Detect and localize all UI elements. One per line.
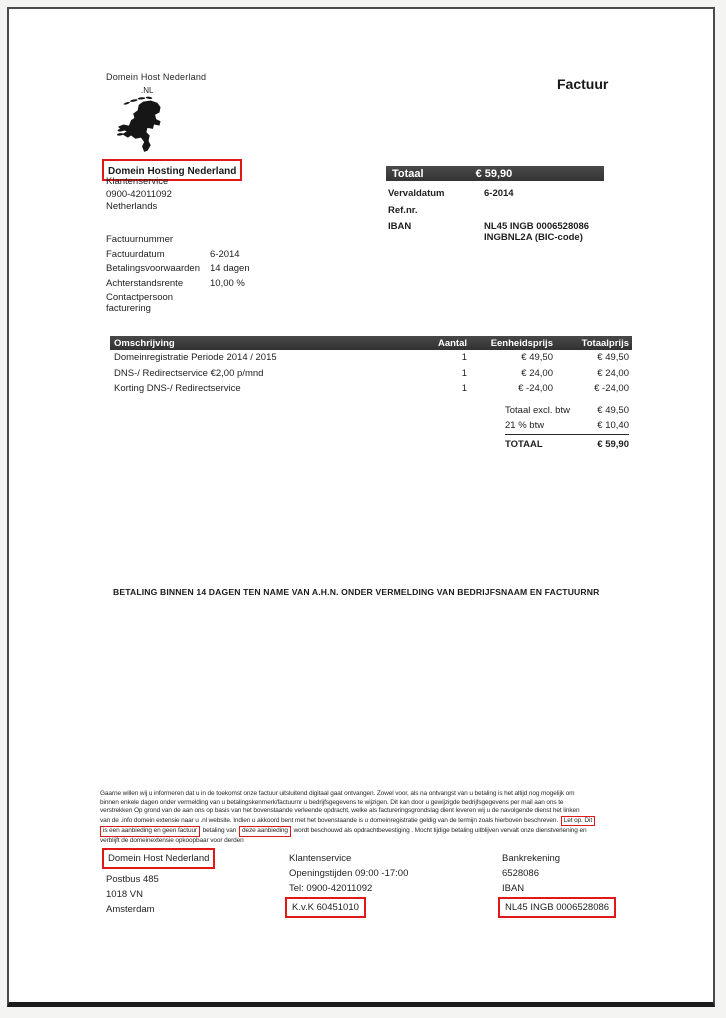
footer-iban-annotation xyxy=(498,897,616,918)
footer-service-column xyxy=(289,851,408,918)
grand-total-label: TOTAAL xyxy=(505,439,543,450)
footer-line: IBAN xyxy=(502,883,525,894)
footer-iban-number: NL45 INGB 0006528086 xyxy=(505,902,610,913)
payment-notice: BETALING BINNEN 14 DAGEN TEN NAME VAN A.H.N. ONDER VERMELDING VAN BEDRIJFSNAAM EN FACTUURNR xyxy=(113,587,600,597)
fine-print-line: verblijft de domeinextensie opkoopbaar voor derden xyxy=(100,836,244,844)
cell-total: € 24,00 xyxy=(597,367,629,379)
grand-total-value: € 59,90 xyxy=(597,439,629,450)
cell-total: € 49,50 xyxy=(597,352,629,364)
footer-address-column xyxy=(106,848,215,917)
sender-line: Klantenservice xyxy=(106,176,169,187)
meta-label: Achterstandsrente xyxy=(106,277,184,289)
summary-row xyxy=(388,221,628,243)
fine-print-line: Gaarne willen wij u informeren dat u in de toekomst onze factuur uitsluitend digitaal gaat ontvangen. Zowel voor, als na ontvangst van u betaling is het altijd nog mogelijk om xyxy=(100,790,575,797)
table-header-row xyxy=(110,336,632,350)
footer-line: Postbus 485 xyxy=(106,874,159,885)
cell-unit-price: € 49,50 xyxy=(521,352,553,364)
summary-label: Vervaldatum xyxy=(388,188,445,199)
totals-value: € 10,40 xyxy=(597,420,629,431)
table-row xyxy=(110,350,632,366)
table-row xyxy=(110,381,632,397)
logo-company-text: Domein Host Nederland xyxy=(106,72,207,82)
totals-row xyxy=(505,418,629,433)
cell-unit-price: € 24,00 xyxy=(521,367,553,379)
fine-print-line xyxy=(100,816,596,827)
netherlands-map-icon xyxy=(112,94,172,159)
footer-line: Bankrekening xyxy=(502,853,561,864)
cell-quantity: 1 xyxy=(461,352,467,364)
meta-label: Factuurnummer xyxy=(106,234,174,245)
footer-company-annotation xyxy=(102,848,215,869)
totals-row xyxy=(505,403,629,418)
fine-print-text: van de .info domein extensie naar u .nl website. Indien u akkoord bent met het bovenstaande is u domeinregistratie geldig van de termijn zoals hierboven beschreven. xyxy=(100,816,559,824)
table-row xyxy=(110,366,632,382)
meta-row xyxy=(106,249,326,260)
page-title: Factuur xyxy=(557,76,609,92)
sender-line: Netherlands xyxy=(106,201,158,212)
summary-row xyxy=(388,205,628,216)
col-header-description: Omschrijving xyxy=(114,337,175,349)
footer-bank-column xyxy=(502,851,616,918)
totals-value: € 49,50 xyxy=(597,405,629,416)
total-header-bar xyxy=(386,166,604,181)
total-header-label: Totaal xyxy=(392,167,424,180)
footer-company-name: Domein Host Nederland xyxy=(108,853,210,864)
sender-line: 0900-42011092 xyxy=(106,188,172,200)
fine-print-text: betaling van xyxy=(202,827,237,835)
footer-line: Tel: 0900-42011092 xyxy=(289,883,373,894)
summary-value-iban: NL45 INGB 0006528086 xyxy=(484,221,590,232)
sender-name: Domein Hosting Nederland xyxy=(108,166,237,177)
footer-line: 1018 VN xyxy=(106,889,143,900)
fine-print xyxy=(100,790,596,846)
cell-unit-price: € -24,00 xyxy=(518,383,553,395)
annotation-deze-aanbieding: deze aanbieding xyxy=(239,826,291,837)
fine-print-line xyxy=(100,826,596,837)
col-header-unit-price: Eenheidsprijs xyxy=(490,337,553,349)
annotation-aanbieding-geen-factuur: is een aanbieding en geen factuur xyxy=(100,826,200,837)
fine-print-line: verstrekken Op grond van de aan ons op basis van het bovenstaande verleende opdracht, welke als factureringsgrondslag dient leveren wij u de navolgende dienst het linken xyxy=(100,807,580,815)
meta-value: 6-2014 xyxy=(210,248,240,260)
logo-tld-text: .NL xyxy=(141,86,154,95)
meta-row xyxy=(106,292,326,314)
col-header-total: Totaalprijs xyxy=(581,337,629,349)
col-header-quantity: Aantal xyxy=(437,337,467,349)
totals-label: Totaal excl. btw xyxy=(505,405,570,416)
line-items-table xyxy=(110,336,632,397)
cell-quantity: 1 xyxy=(461,383,467,395)
fine-print-text: wordt beschouwd als opdrachtbevestiging . Mocht tijdige betaling uitblijven vervalt onze dienstverlening en xyxy=(293,827,587,835)
meta-label: Contactpersoon facturering xyxy=(106,292,174,315)
summary-value-bic: INGBNL2A (BIC-code) xyxy=(484,232,583,243)
fine-print-line: binnen enkele dagen onder vermelding van u betalingskenmerk/factuurnr u bedrijfsgegevens te wijzigen. Dit kan door u gewijzigde bedrijfsgegevens per mail aan ons te xyxy=(100,798,564,806)
meta-value: 14 dagen xyxy=(210,263,250,275)
footer-line: Amsterdam xyxy=(106,904,155,915)
cell-description: Korting DNS-/ Redirectservice xyxy=(114,383,241,395)
footer-line: Klantenservice xyxy=(289,853,352,864)
total-header-value: € 59,90 xyxy=(475,167,513,180)
grand-total-row xyxy=(505,434,629,452)
meta-row xyxy=(106,263,326,274)
summary-row xyxy=(388,188,628,199)
summary-label: Ref.nr. xyxy=(388,204,418,216)
meta-row xyxy=(106,234,326,245)
footer-line: Openingstijden 09:00 -17:00 xyxy=(289,868,409,879)
footer-kvk-annotation xyxy=(285,897,366,918)
summary-label: IBAN xyxy=(388,221,412,232)
footer-kvk-number: K.v.K 60451010 xyxy=(292,902,359,913)
footer-line: 6528086 xyxy=(502,868,539,879)
annotation-let-op: Let op. Dit xyxy=(561,816,595,827)
cell-description: Domeinregistratie Periode 2014 / 2015 xyxy=(114,352,277,364)
totals-label: 21 % btw xyxy=(505,420,545,431)
cell-total: € -24,00 xyxy=(594,383,629,395)
cell-quantity: 1 xyxy=(461,367,467,379)
meta-label: Betalingsvoorwaarden xyxy=(106,263,201,275)
meta-label: Factuurdatum xyxy=(106,248,165,260)
totals-block xyxy=(505,403,629,452)
cell-description: DNS-/ Redirectservice €2,00 p/mnd xyxy=(114,367,264,379)
meta-value: 10,00 % xyxy=(210,277,245,289)
summary-value: 6-2014 xyxy=(484,188,514,199)
meta-row xyxy=(106,278,326,289)
